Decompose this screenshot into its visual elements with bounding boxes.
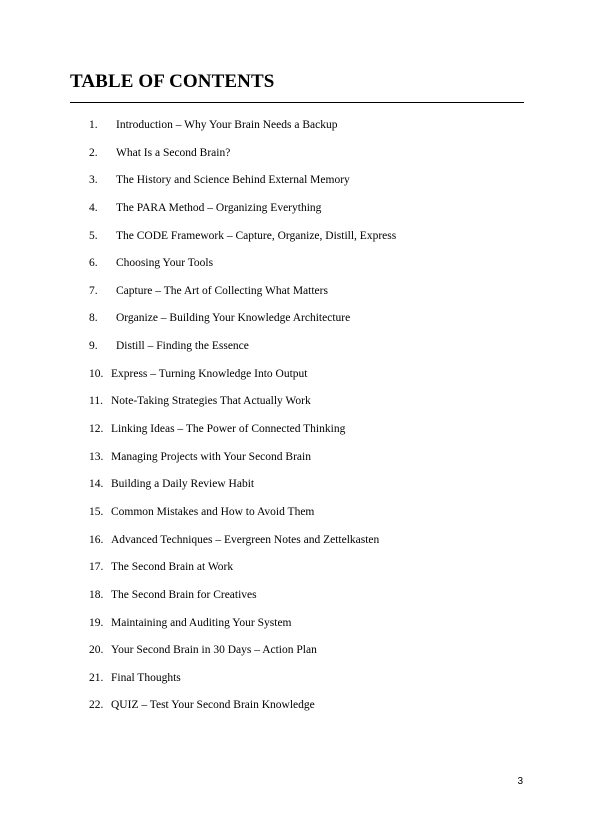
toc-entry[interactable] [89, 447, 396, 475]
toc-entry-number: 11. [89, 395, 103, 408]
toc-entry-number: 3. [89, 174, 98, 187]
toc-entry[interactable] [89, 530, 396, 558]
toc-entry-title: The CODE Framework – Capture, Organize, Distill, Express [116, 229, 397, 242]
toc-entry-title: Your Second Brain in 30 Days – Action Plan [111, 644, 317, 657]
toc-entry-title: Final Thoughts [111, 671, 181, 684]
toc-entry-title: Distill – Finding the Essence [116, 340, 249, 353]
toc-entry[interactable] [89, 668, 396, 696]
toc-entry[interactable] [89, 585, 396, 613]
toc-entry-title: Maintaining and Auditing Your System [111, 616, 292, 629]
toc-entry[interactable] [89, 170, 396, 198]
toc-list [89, 115, 396, 723]
toc-entry-title: Note-Taking Strategies That Actually Work [111, 395, 311, 408]
toc-entry[interactable] [89, 640, 396, 668]
toc-entry-title: The PARA Method – Organizing Everything [116, 201, 322, 214]
toc-entry-number: 17. [89, 561, 104, 574]
toc-entry[interactable] [89, 115, 396, 143]
toc-entry-number: 22. [89, 699, 104, 712]
toc-entry[interactable] [89, 281, 396, 309]
toc-entry-title: Linking Ideas – The Power of Connected Thinking [111, 423, 346, 436]
toc-entry-title: The Second Brain for Creatives [111, 588, 257, 601]
toc-entry[interactable] [89, 198, 396, 226]
toc-entry-title: What Is a Second Brain? [116, 146, 231, 159]
toc-entry-number: 4. [89, 201, 98, 214]
toc-entry-title: The History and Science Behind External Memory [116, 174, 350, 187]
toc-entry[interactable] [89, 502, 396, 530]
toc-entry[interactable] [89, 226, 396, 254]
toc-entry[interactable] [89, 364, 396, 392]
toc-entry[interactable] [89, 391, 396, 419]
toc-entry[interactable] [89, 419, 396, 447]
toc-entry[interactable] [89, 253, 396, 281]
toc-entry-number: 10. [89, 367, 104, 380]
toc-entry-number: 13. [89, 450, 104, 463]
toc-entry-number: 8. [89, 312, 98, 325]
toc-entry-title: The Second Brain at Work [111, 561, 234, 574]
toc-entry-number: 20. [89, 644, 104, 657]
toc-entry-title: Capture – The Art of Collecting What Matters [116, 284, 328, 297]
toc-entry[interactable] [89, 308, 396, 336]
toc-entry[interactable] [89, 695, 396, 723]
toc-entry-title: Choosing Your Tools [116, 257, 214, 270]
heading-divider [70, 102, 524, 103]
toc-entry-title: Express – Turning Knowledge Into Output [111, 367, 308, 380]
toc-entry-number: 6. [89, 257, 98, 270]
page-title: TABLE OF CONTENTS [70, 71, 275, 92]
toc-entry-title: Building a Daily Review Habit [111, 478, 255, 491]
toc-entry-number: 15. [89, 505, 104, 518]
toc-entry[interactable] [89, 557, 396, 585]
toc-entry-title: Managing Projects with Your Second Brain [111, 450, 311, 463]
toc-entry-number: 9. [89, 340, 98, 353]
toc-entry-number: 14. [89, 478, 104, 491]
toc-entry-number: 21. [89, 671, 104, 684]
page-number: 3 [517, 776, 523, 787]
toc-entry[interactable] [89, 143, 396, 171]
toc-entry-number: 16. [89, 533, 104, 546]
toc-entry-title: Organize – Building Your Knowledge Architecture [116, 312, 351, 325]
toc-entry-number: 2. [89, 146, 98, 159]
toc-entry-number: 5. [89, 229, 98, 242]
toc-entry[interactable] [89, 474, 396, 502]
toc-entry-title: Advanced Techniques – Evergreen Notes and Zettelkasten [111, 533, 380, 546]
toc-entry-number: 18. [89, 588, 104, 601]
toc-entry-number: 1. [89, 119, 98, 131]
toc-entry-title: Common Mistakes and How to Avoid Them [111, 505, 315, 518]
toc-entry[interactable] [89, 336, 396, 364]
toc-entry-number: 19. [89, 616, 104, 629]
toc-entry[interactable] [89, 613, 396, 641]
toc-entry-title: QUIZ – Test Your Second Brain Knowledge [111, 699, 315, 712]
toc-entry-title: Introduction – Why Your Brain Needs a Backup [116, 119, 338, 131]
toc-entry-number: 7. [89, 284, 98, 297]
toc-entry-number: 12. [89, 423, 104, 436]
